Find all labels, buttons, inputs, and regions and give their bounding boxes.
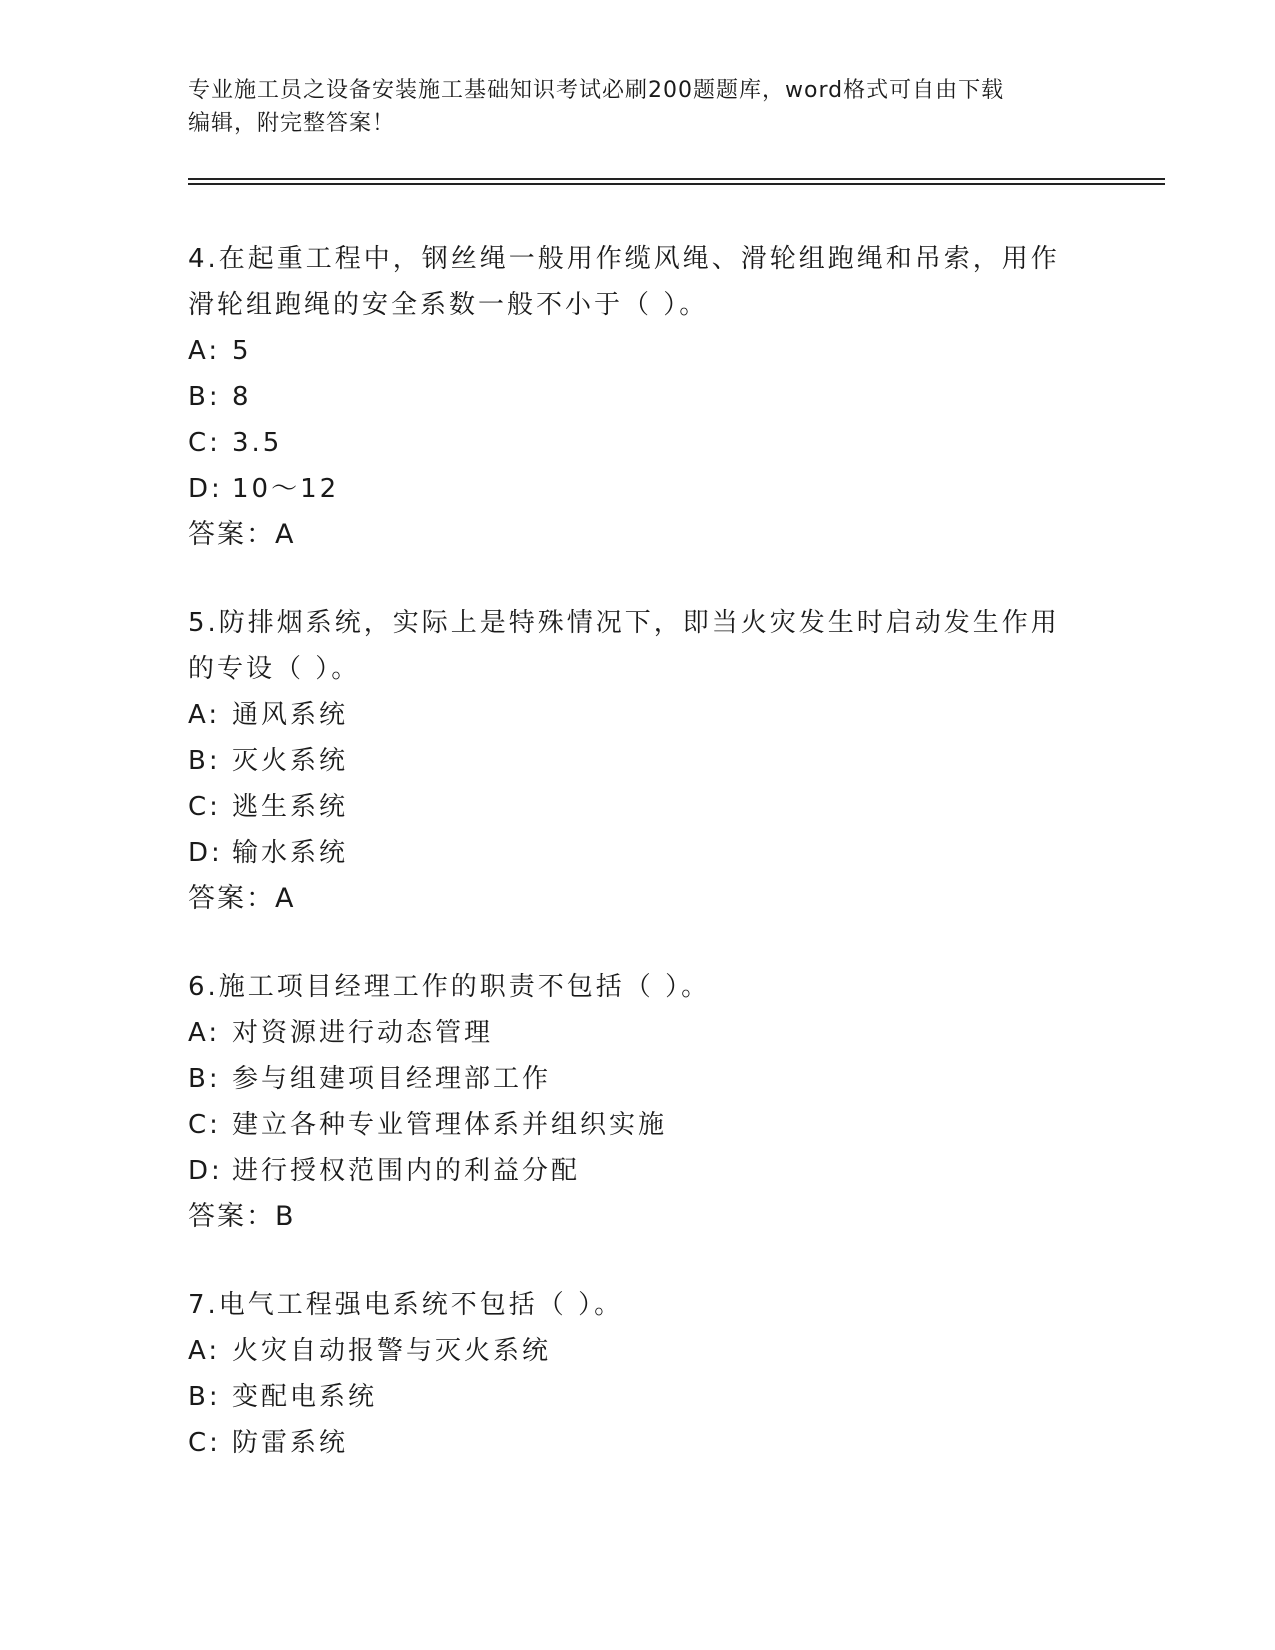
- answer-text: 答案：A: [188, 519, 296, 550]
- question-text-line: 7.电气工程强电系统不包括（ ）。: [188, 1290, 624, 1320]
- option-c: [188, 420, 1168, 466]
- question-text: [188, 1282, 1068, 1328]
- option-text: 8: [232, 382, 252, 412]
- question-text-line: 的专设（ ）。: [188, 654, 361, 684]
- question-text: [188, 600, 1068, 692]
- option-c: [188, 784, 1168, 830]
- option-b: [188, 1374, 1168, 1420]
- option-text: 对资源进行动态管理: [232, 1018, 494, 1048]
- header-title-line-1: 专业施工员之设备安装施工基础知识考试必刷200题题库，word格式可自由下载: [188, 78, 1005, 103]
- option-text: 10～12: [232, 474, 340, 504]
- option-text: 变配电系统: [232, 1382, 378, 1412]
- option-label: A:: [188, 1336, 221, 1366]
- option-c: [188, 1102, 1168, 1148]
- option-text: 灭火系统: [232, 746, 349, 776]
- option-label: D:: [188, 474, 223, 504]
- question-text: [188, 236, 1068, 328]
- question-item: [188, 964, 1168, 1240]
- option-label: C:: [188, 1428, 221, 1458]
- option-text: 进行授权范围内的利益分配: [232, 1156, 581, 1186]
- header-divider-bottom: [188, 183, 1165, 185]
- option-c: [188, 1420, 1168, 1466]
- option-d: [188, 830, 1168, 876]
- option-label: B:: [188, 1064, 221, 1094]
- option-label: B:: [188, 1382, 221, 1412]
- option-d: [188, 1148, 1168, 1194]
- question-text-line: 4.在起重工程中，钢丝绳一般用作缆风绳、滑轮组跑绳和吊索，用作: [188, 244, 1060, 274]
- option-b: [188, 1056, 1168, 1102]
- option-label: C:: [188, 428, 221, 458]
- option-label: A:: [188, 1018, 221, 1048]
- option-label: A:: [188, 700, 221, 730]
- option-text: 3.5: [232, 428, 283, 458]
- option-text: 通风系统: [232, 700, 349, 730]
- question-item: [188, 600, 1168, 922]
- option-label: D:: [188, 838, 223, 868]
- header-title-line-2: 编辑，附完整答案！: [188, 111, 396, 136]
- option-text: 输水系统: [232, 838, 349, 868]
- header-divider-top: [188, 178, 1165, 180]
- question-text-line: 5.防排烟系统，实际上是特殊情况下，即当火灾发生时启动发生作用: [188, 608, 1060, 638]
- option-a: [188, 1328, 1168, 1374]
- option-b: [188, 374, 1168, 420]
- option-text: 建立各种专业管理体系并组织实施: [232, 1110, 668, 1140]
- option-text: 5: [232, 336, 252, 366]
- answer-text: 答案：B: [188, 1201, 296, 1232]
- question-item: [188, 1282, 1168, 1466]
- option-label: D:: [188, 1156, 223, 1186]
- option-text: 防雷系统: [232, 1428, 349, 1458]
- option-a: [188, 692, 1168, 738]
- option-a: [188, 1010, 1168, 1056]
- document-header: [188, 74, 1088, 140]
- option-a: [188, 328, 1168, 374]
- question-text-line: 滑轮组跑绳的安全系数一般不小于（ ）。: [188, 290, 709, 320]
- option-d: [188, 466, 1168, 512]
- option-label: C:: [188, 792, 221, 822]
- option-b: [188, 738, 1168, 784]
- option-label: B:: [188, 746, 221, 776]
- question-text-line: 6.施工项目经理工作的职责不包括（ ）。: [188, 972, 711, 1002]
- question-text: [188, 964, 1068, 1010]
- option-text: 参与组建项目经理部工作: [232, 1064, 552, 1094]
- option-text: 火灾自动报警与灭火系统: [232, 1336, 552, 1366]
- answer-text: 答案：A: [188, 883, 296, 914]
- option-label: A:: [188, 336, 221, 366]
- question-list: [188, 236, 1168, 1508]
- option-label: B:: [188, 382, 221, 412]
- option-text: 逃生系统: [232, 792, 349, 822]
- option-label: C:: [188, 1110, 221, 1140]
- question-item: [188, 236, 1168, 558]
